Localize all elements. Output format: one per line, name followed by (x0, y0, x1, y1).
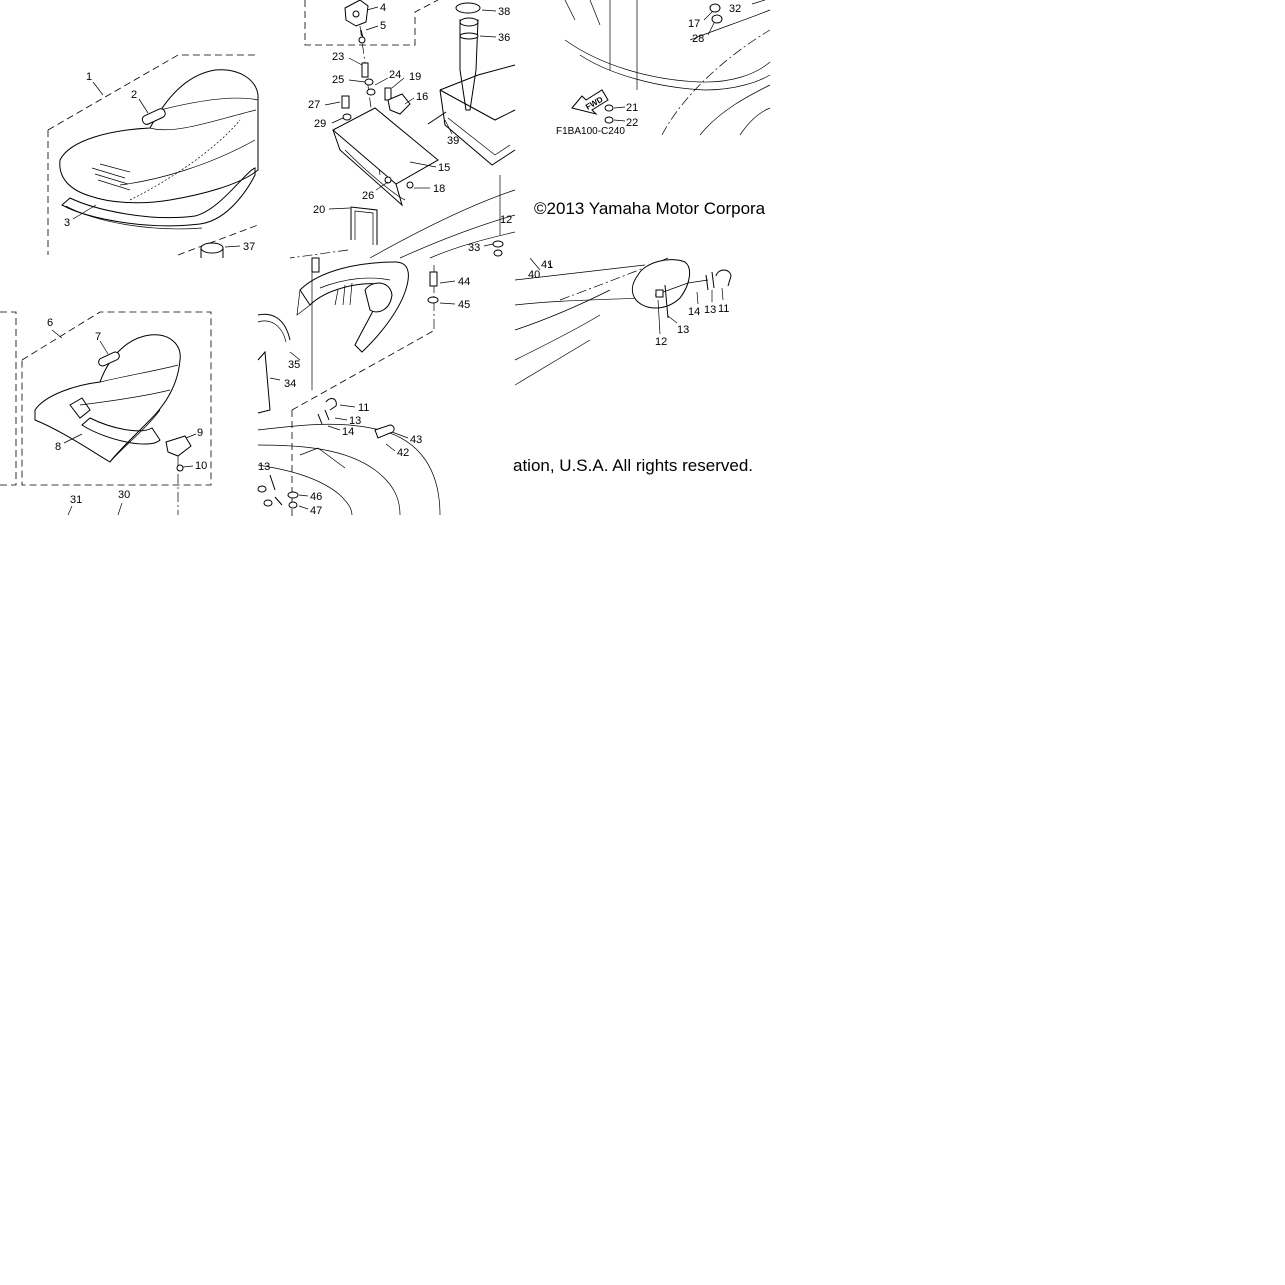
callout-23: 23 (332, 51, 345, 63)
diagram-code: F1BA100-C240 (556, 126, 625, 137)
callout-41: 41 (541, 259, 554, 271)
callout-33: 33 (468, 242, 481, 254)
callout-47: 47 (310, 505, 323, 517)
callout-1: 1 (86, 71, 93, 83)
callout-31: 31 (70, 494, 83, 506)
callout-13c: 13 (704, 304, 717, 316)
latch-9 (166, 436, 191, 456)
callout-29: 29 (314, 118, 327, 130)
callout-21: 21 (626, 102, 639, 114)
callout-30: 30 (118, 489, 131, 501)
callout-14a: 14 (342, 426, 355, 438)
cap-37 (201, 243, 223, 253)
callout-26: 26 (362, 190, 375, 202)
hull-bottom-center-panel (258, 330, 440, 520)
callout-32: 32 (729, 3, 742, 15)
callout-36: 36 (498, 32, 511, 44)
callout-46: 46 (310, 491, 323, 503)
callout-44: 44 (458, 276, 471, 288)
callout-17: 17 (688, 18, 701, 30)
callout-8: 8 (55, 441, 62, 453)
fwd-label: FWD (584, 94, 605, 112)
callout-4: 4 (380, 2, 387, 14)
callout-12b: 12 (655, 336, 668, 348)
callout-25: 25 (332, 74, 345, 86)
callout-7: 7 (95, 331, 102, 343)
callout-12a: 12 (500, 214, 513, 226)
callout-10: 10 (195, 460, 208, 472)
callout-45: 45 (458, 299, 471, 311)
callout-24: 24 (389, 69, 402, 81)
tank (440, 65, 515, 165)
callout-3: 3 (64, 217, 71, 229)
callout-9: 9 (197, 427, 204, 439)
callout-28: 28 (692, 33, 705, 45)
copyright-part-2: ation, U.S.A. All rights reserved. (513, 456, 753, 475)
hull-right-middle-panel (515, 258, 731, 385)
callout-18: 18 (433, 183, 446, 195)
callout-11a: 11 (358, 402, 370, 414)
callout-14b: 14 (688, 306, 701, 318)
callout-39: 39 (447, 135, 460, 147)
callout-15: 15 (438, 162, 451, 174)
callout-40: 40 (528, 269, 541, 281)
callout-19: 19 (409, 71, 422, 83)
callout-6: 6 (47, 317, 54, 329)
callout-27: 27 (308, 99, 321, 111)
callout-11b: 11 (718, 303, 730, 315)
bracket-panel (305, 0, 515, 245)
hull-lines-middle (290, 175, 515, 258)
rear-deck-panel (258, 258, 470, 413)
callout-13a: 13 (349, 415, 362, 427)
callout-37: 37 (243, 241, 256, 253)
callout-43: 43 (410, 434, 423, 446)
fwd-arrow (572, 90, 608, 114)
hull-plate (632, 260, 689, 308)
copyright-part-1: ©2013 Yamaha Motor Corpora (534, 199, 766, 218)
callout-42: 42 (397, 447, 410, 459)
callout-34: 34 (284, 378, 297, 390)
rear-seat-panel (0, 312, 211, 515)
rear-deck (300, 262, 408, 352)
hull-top-right-panel (556, 0, 770, 137)
callout-35: 35 (288, 359, 301, 371)
callout-2: 2 (131, 89, 138, 101)
callout-20: 20 (313, 204, 326, 216)
filler-38 (456, 3, 480, 13)
callout-5: 5 (380, 20, 387, 32)
callout-13b: 13 (258, 461, 271, 473)
callout-22: 22 (626, 117, 639, 129)
front-seat-panel (48, 55, 258, 258)
callout-16: 16 (416, 91, 429, 103)
callout-38: 38 (498, 6, 511, 18)
callout-13d: 13 (677, 324, 690, 336)
front-seat (60, 70, 258, 203)
